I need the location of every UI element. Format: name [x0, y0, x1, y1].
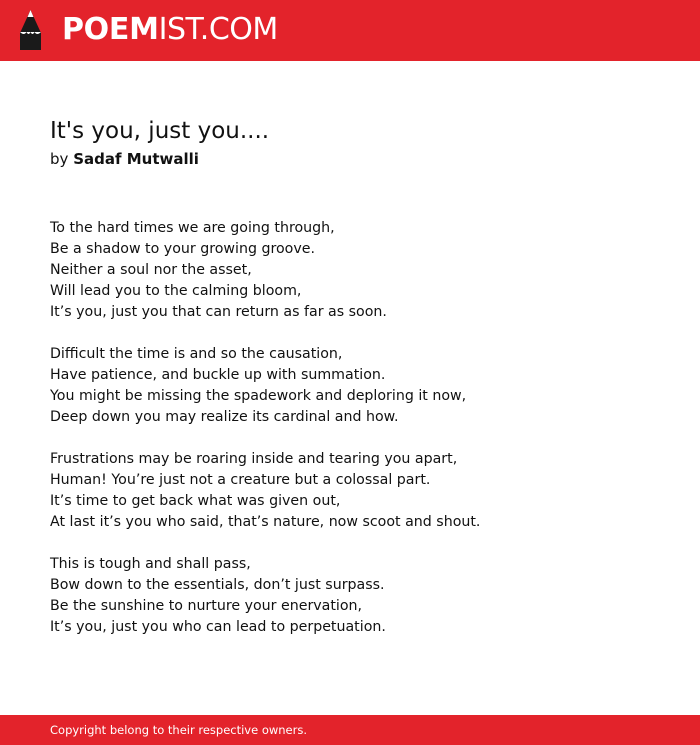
site-logo-link[interactable]	[62, 12, 278, 48]
byline-label: by	[50, 150, 69, 168]
poem-line: Be a shadow to your growing groove.	[50, 241, 315, 257]
logo-wordmark-bold: POEM	[62, 12, 159, 47]
poem-body	[50, 218, 670, 659]
stanza	[50, 449, 670, 533]
copyright-notice: Copyright belong to their respective owners.	[50, 723, 308, 737]
stanza	[50, 554, 670, 638]
poem-line: Be the sunshine to nurture your enervation,	[50, 598, 363, 614]
poem-line: Will lead you to the calming bloom,	[50, 283, 302, 299]
poem-line: Deep down you may realize its cardinal and how.	[50, 409, 399, 425]
poem-line: It’s you, just you who can lead to perpetuation.	[50, 619, 386, 635]
poem-line: This is tough and shall pass,	[50, 556, 251, 572]
logo-wordmark-light: IST.COM	[158, 12, 278, 47]
poem-line: You might be missing the spadework and deploring it now,	[50, 388, 467, 404]
poem-line: Bow down to the essentials, don’t just surpass.	[50, 577, 385, 593]
poem-line: At last it’s you who said, that’s nature, now scoot and shout.	[50, 514, 481, 530]
poem-line: Neither a soul nor the asset,	[50, 262, 252, 278]
poem-line: It’s time to get back what was given out,	[50, 493, 341, 509]
poem-line: Have patience, and buckle up with summation.	[50, 367, 386, 383]
poem-line: Human! You’re just not a creature but a colossal part.	[50, 472, 431, 488]
poem-line: Frustrations may be roaring inside and tearing you apart,	[50, 451, 458, 467]
poem-byline	[50, 148, 199, 170]
poem-line: It’s you, just you that can return as far as soon.	[50, 304, 387, 320]
poem-line: To the hard times we are going through,	[50, 220, 335, 236]
stanza	[50, 344, 670, 428]
poem-title: It's you, just you....	[50, 118, 270, 144]
site-header	[0, 0, 700, 61]
poem-author: Sadaf Mutwalli	[73, 150, 199, 168]
site-footer	[0, 715, 700, 745]
poem-line: Difficult the time is and so the causation,	[50, 346, 343, 362]
pencil-tip-icon[interactable]	[17, 9, 44, 51]
stanza	[50, 218, 670, 323]
